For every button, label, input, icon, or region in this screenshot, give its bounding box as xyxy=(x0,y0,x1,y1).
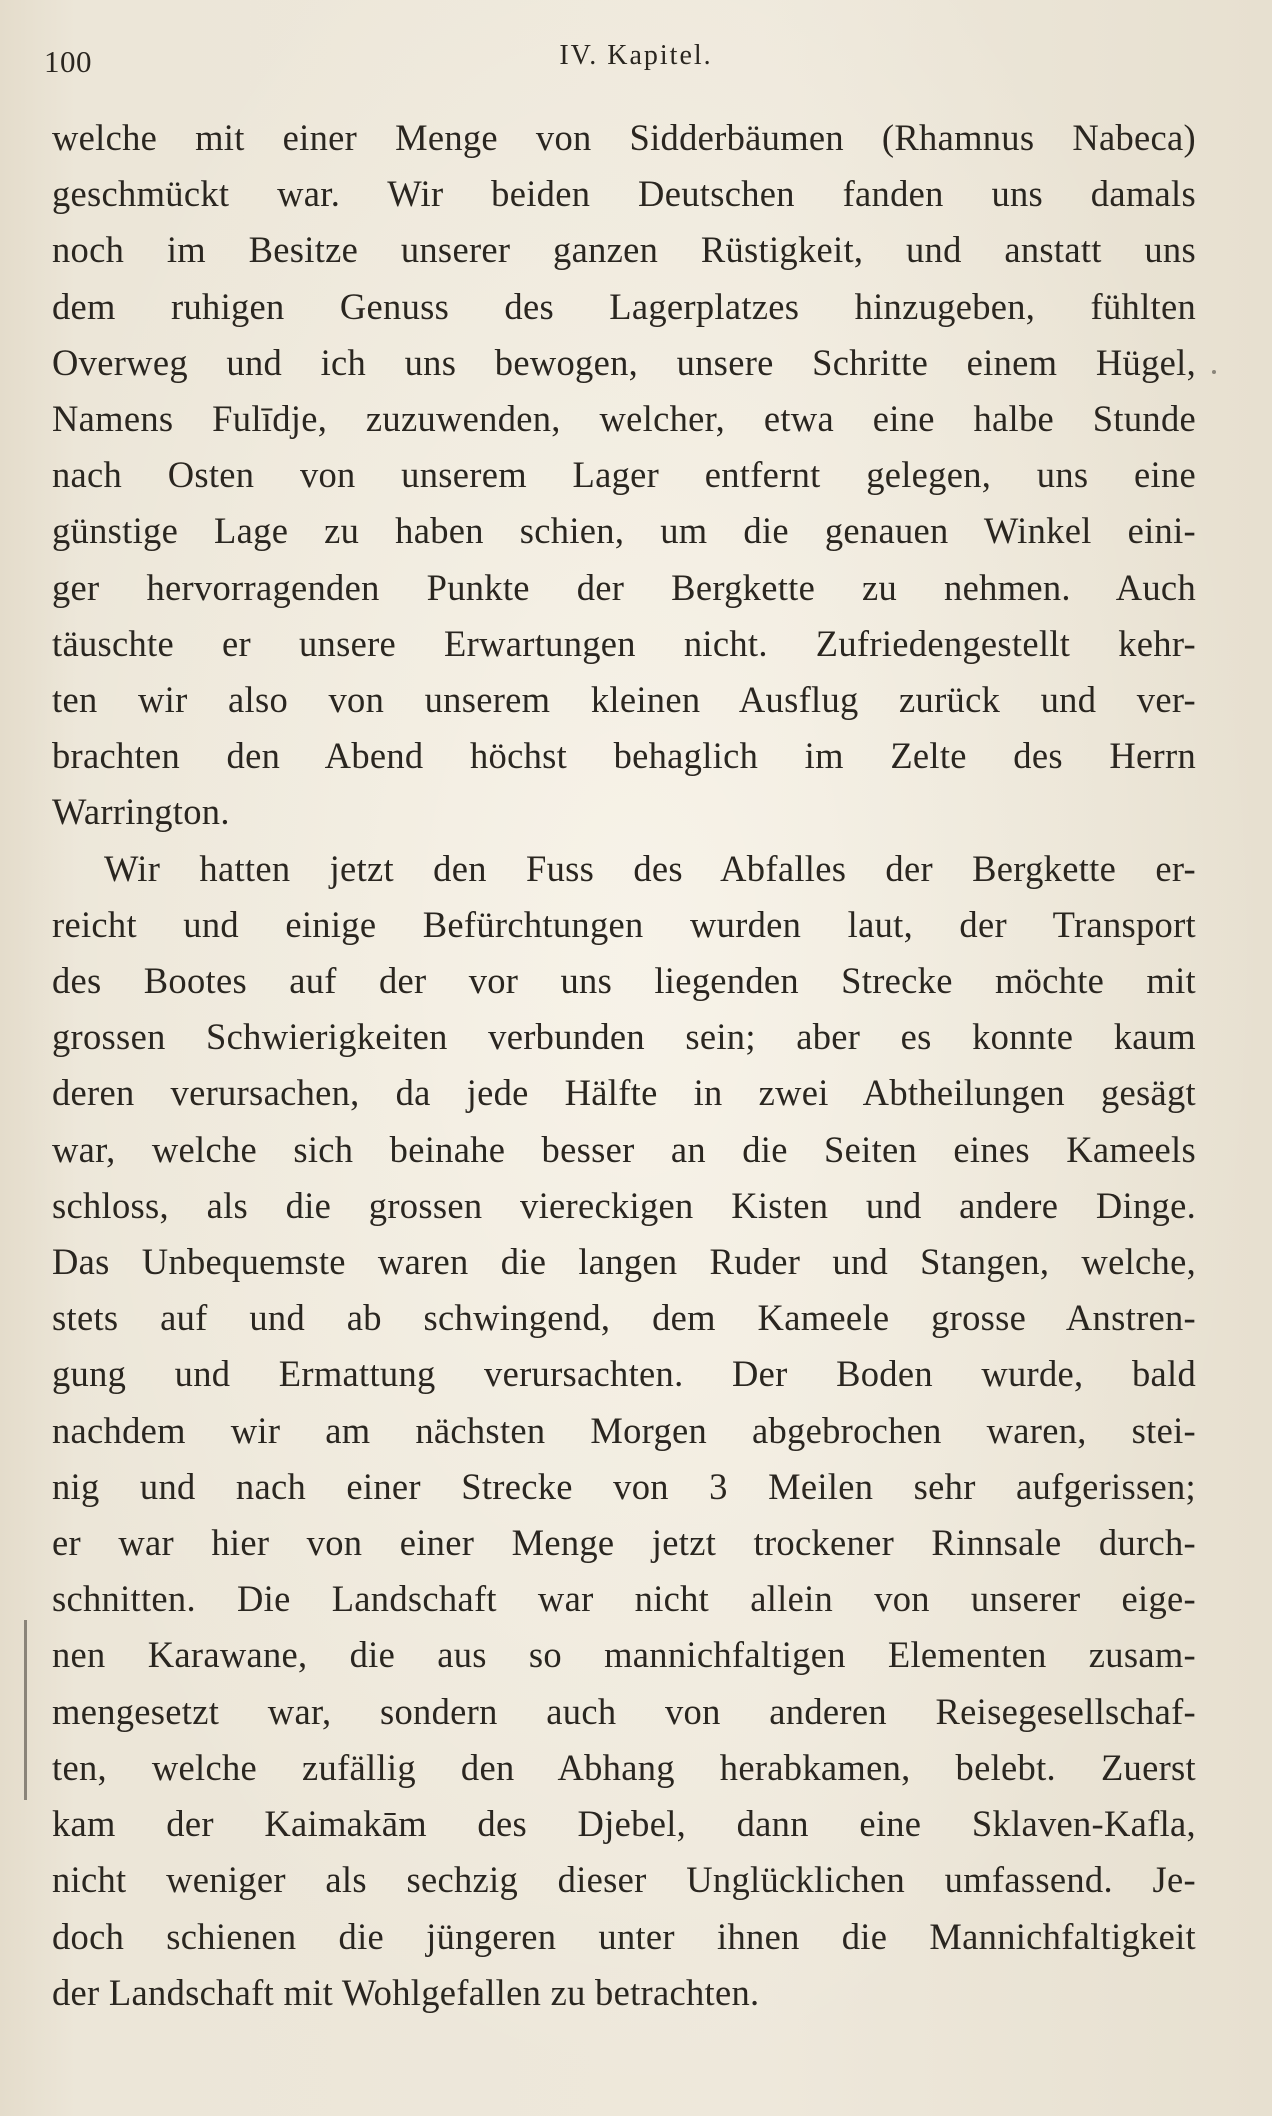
text-line: Warrington. xyxy=(52,791,230,833)
text-line: doch schienen die jüngeren unter ihnen die Mannichfaltigkeit xyxy=(52,1915,1196,1957)
text-line: nig und nach einer Strecke von 3 Meilen sehr aufgerissen; xyxy=(52,1465,1196,1507)
body-text xyxy=(52,110,1196,2021)
text-line: nicht weniger als sechzig dieser Unglücklichen umfassend. Je- xyxy=(52,1859,1196,1901)
running-head: IV. Kapitel. xyxy=(559,40,713,71)
text-line: geschmückt war. Wir beiden Deutschen fanden uns damals xyxy=(52,173,1196,215)
text-line: nach Osten von unserem Lager entfernt gelegen, uns eine xyxy=(52,454,1196,496)
text-line: ten, welche zufällig den Abhang herabkamen, belebt. Zuerst xyxy=(52,1746,1196,1788)
text-line: kam der Kaimakām des Djebel, dann eine Sklaven-Kafla, xyxy=(52,1803,1196,1845)
text-line: stets auf und ab schwingend, dem Kameele grosse Anstren- xyxy=(52,1297,1196,1339)
page-number: 100 xyxy=(44,44,92,79)
text-line: ger hervorragenden Punkte der Bergkette zu nehmen. Auch xyxy=(52,566,1196,608)
text-line: mengesetzt war, sondern auch von anderen Reisegesellschaf- xyxy=(52,1690,1196,1732)
text-line: nen Karawane, die aus so mannichfaltigen Elementen zusam- xyxy=(52,1634,1196,1676)
text-line: war, welche sich beinahe besser an die Seiten eines Kameels xyxy=(52,1128,1196,1170)
margin-pencil-mark xyxy=(24,1620,27,1800)
margin-pencil-mark xyxy=(1212,370,1216,374)
text-line: Wir hatten jetzt den Fuss des Abfalles der Bergkette er- xyxy=(104,847,1196,889)
text-line: Overweg und ich uns bewogen, unsere Schritte einem Hügel, xyxy=(52,341,1196,383)
text-line: reicht und einige Befürchtungen wurden laut, der Transport xyxy=(52,903,1196,945)
text-line: schloss, als die grossen viereckigen Kisten und andere Dinge. xyxy=(52,1184,1196,1226)
text-line: ten wir also von unserem kleinen Ausflug zurück und ver- xyxy=(52,679,1196,721)
text-line: brachten den Abend höchst behaglich im Zelte des Herrn xyxy=(52,735,1196,777)
text-line: nachdem wir am nächsten Morgen abgebrochen waren, stei- xyxy=(52,1409,1196,1451)
text-line: schnitten. Die Landschaft war nicht allein von unserer eige- xyxy=(52,1578,1196,1620)
text-line: Das Unbequemste waren die langen Ruder und Stangen, welche, xyxy=(52,1241,1196,1283)
text-line: noch im Besitze unserer ganzen Rüstigkeit, und anstatt uns xyxy=(52,229,1196,271)
text-line: deren verursachen, da jede Hälfte in zwei Abtheilungen gesägt xyxy=(52,1072,1196,1114)
text-line: der Landschaft mit Wohlgefallen zu betrachten. xyxy=(52,1971,760,2013)
text-line: Namens Fulīdje, zuzuwenden, welcher, etwa eine halbe Stunde xyxy=(52,398,1196,440)
text-line: welche mit einer Menge von Sidderbäumen (Rhamnus Nabeca) xyxy=(52,117,1196,158)
text-line: er war hier von einer Menge jetzt trockener Rinnsale durch- xyxy=(52,1522,1196,1564)
text-line: grossen Schwierigkeiten verbunden sein; aber es konnte kaum xyxy=(52,1016,1196,1058)
text-line: dem ruhigen Genuss des Lagerplatzes hinzugeben, fühlten xyxy=(52,285,1196,327)
text-line: günstige Lage zu haben schien, um die genauen Winkel eini- xyxy=(52,510,1196,552)
text-line: täuschte er unsere Erwartungen nicht. Zufriedengestellt kehr- xyxy=(52,622,1196,664)
text-line: gung und Ermattung verursachten. Der Boden wurde, bald xyxy=(52,1353,1196,1395)
text-line: des Bootes auf der vor uns liegenden Strecke möchte mit xyxy=(52,960,1196,1002)
